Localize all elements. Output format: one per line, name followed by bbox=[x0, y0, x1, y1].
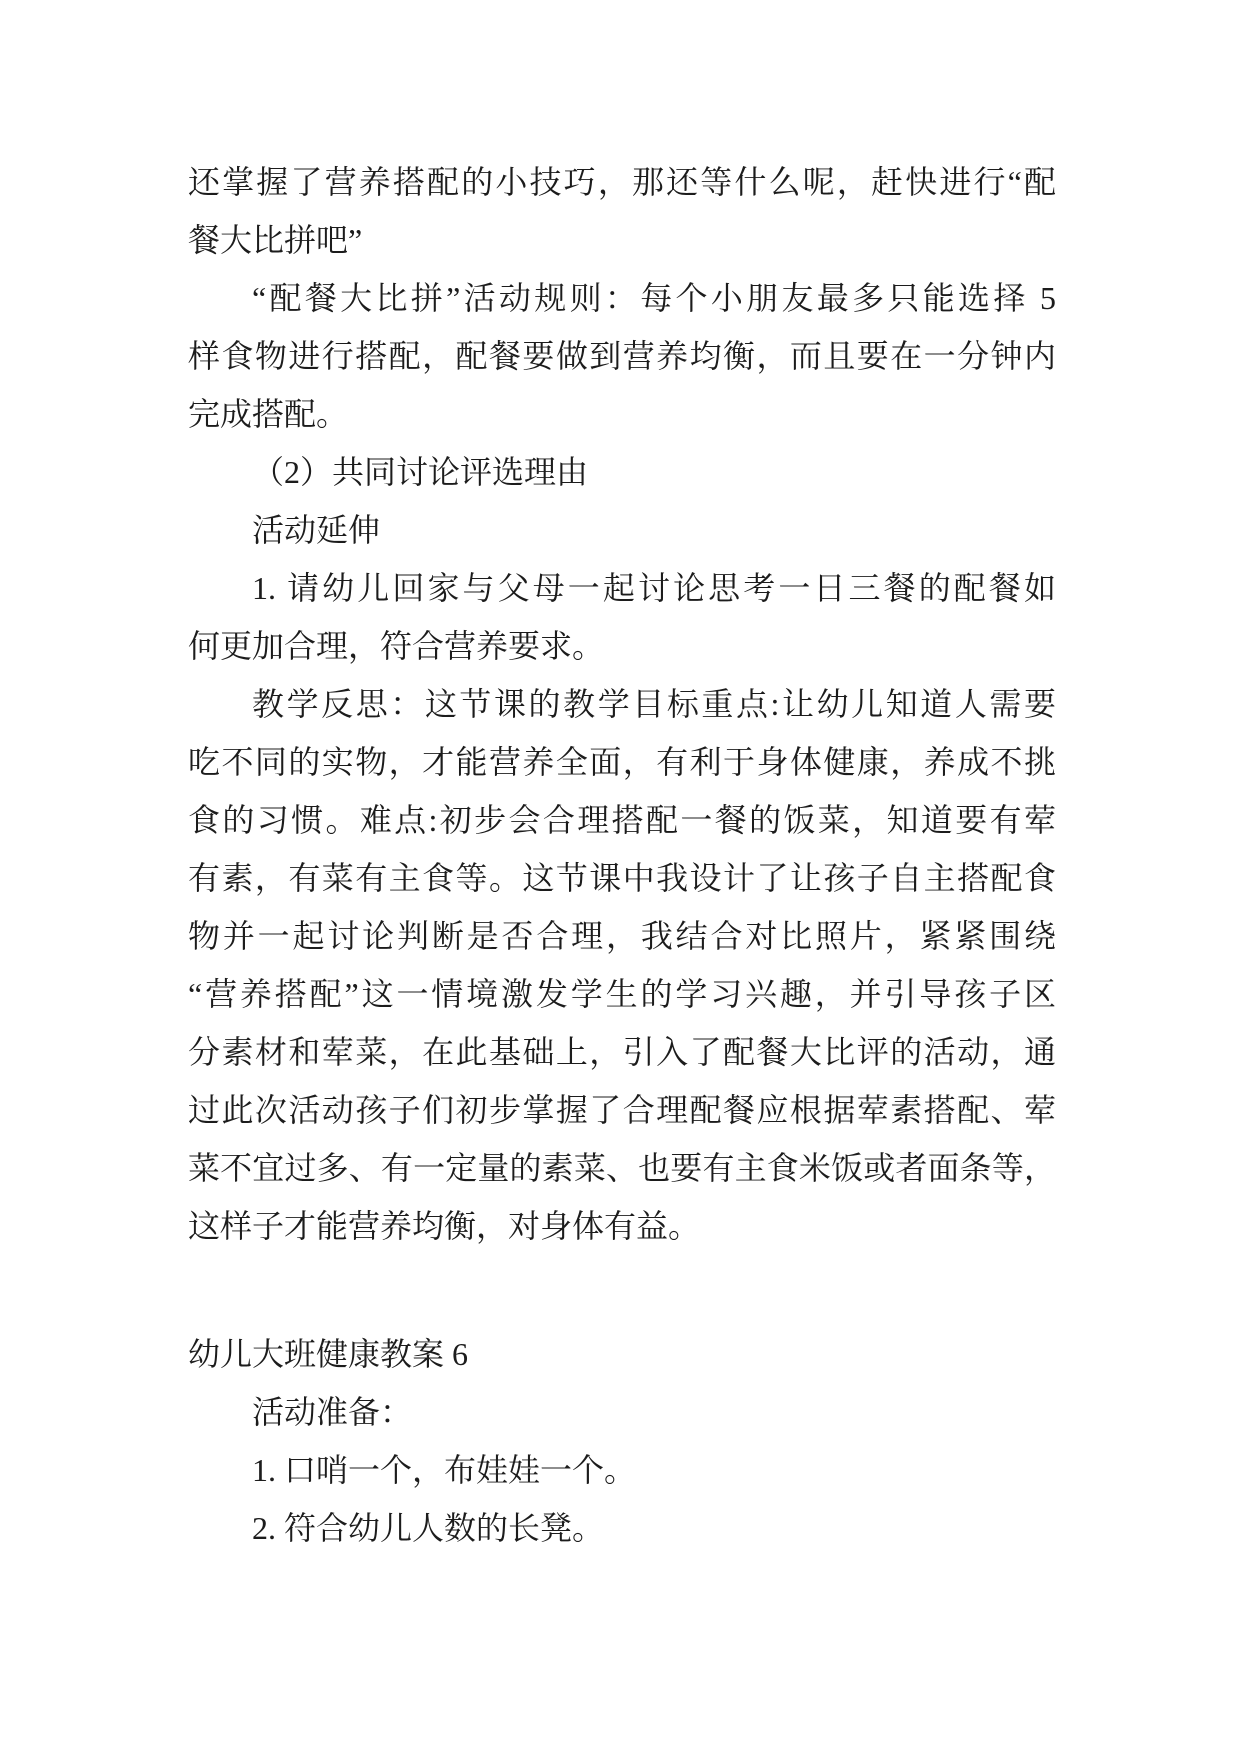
text-line: 有素，有菜有主食等。这节课中我设计了让孩子自主搭配食 bbox=[188, 860, 1056, 896]
paragraph bbox=[188, 559, 1056, 675]
paragraph bbox=[188, 1441, 1056, 1499]
text-line: （2）共同讨论评选理由 bbox=[252, 454, 589, 490]
text-line: 完成搭配。 bbox=[188, 396, 349, 432]
text-line: 菜不宜过多、有一定量的素菜、也要有主食米饭或者面条等， bbox=[188, 1150, 1056, 1186]
paragraph bbox=[188, 153, 1056, 269]
paragraph bbox=[188, 1383, 1056, 1441]
text-line: 样食物进行搭配，配餐要做到营养均衡，而且要在一分钟内 bbox=[188, 338, 1056, 374]
text-line: 何更加合理，符合营养要求。 bbox=[188, 628, 605, 664]
text-line: 2. 符合幼儿人数的长凳。 bbox=[252, 1510, 605, 1546]
text-line: 还掌握了营养搭配的小技巧，那还等什么呢，赶快进行“配 bbox=[188, 164, 1056, 200]
text-line: 餐大比拼吧” bbox=[188, 222, 363, 258]
paragraph bbox=[188, 443, 1056, 501]
text-line: 活动延伸 bbox=[252, 512, 381, 548]
text-line: 过此次活动孩子们初步掌握了合理配餐应根据荤素搭配、荤 bbox=[188, 1092, 1056, 1128]
section-divider-space bbox=[188, 1255, 1056, 1325]
text-line: “营养搭配”这一情境激发学生的学习兴趣，并引导孩子区 bbox=[188, 976, 1056, 1012]
paragraph bbox=[188, 269, 1056, 443]
paragraph bbox=[188, 675, 1056, 1255]
text-line: 活动准备： bbox=[252, 1394, 413, 1430]
paragraph bbox=[188, 1499, 1056, 1557]
text-line: 1. 请幼儿回家与父母一起讨论思考一日三餐的配餐如 bbox=[252, 570, 1056, 606]
text-line: 幼儿大班健康教案 6 bbox=[188, 1336, 469, 1372]
text-line: 1. 口哨一个，布娃娃一个。 bbox=[252, 1452, 637, 1488]
text-line: 分素材和荤菜，在此基础上，引入了配餐大比评的活动，通 bbox=[188, 1034, 1056, 1070]
text-line: 教学反思：这节课的教学目标重点:让幼儿知道人需要 bbox=[252, 686, 1056, 722]
paragraph bbox=[188, 501, 1056, 559]
text-line: 食的习惯。难点:初步会合理搭配一餐的饭菜，知道要有荤 bbox=[188, 802, 1056, 838]
text-line: 吃不同的实物，才能营养全面，有利于身体健康，养成不挑 bbox=[188, 744, 1056, 780]
text-line: 这样子才能营养均衡，对身体有益。 bbox=[188, 1208, 701, 1244]
section-heading bbox=[188, 1325, 1056, 1383]
text-line: 物并一起讨论判断是否合理，我结合对比照片，紧紧围绕 bbox=[188, 918, 1056, 954]
text-line: “配餐大比拼”活动规则：每个小朋友最多只能选择 5 bbox=[252, 280, 1056, 316]
